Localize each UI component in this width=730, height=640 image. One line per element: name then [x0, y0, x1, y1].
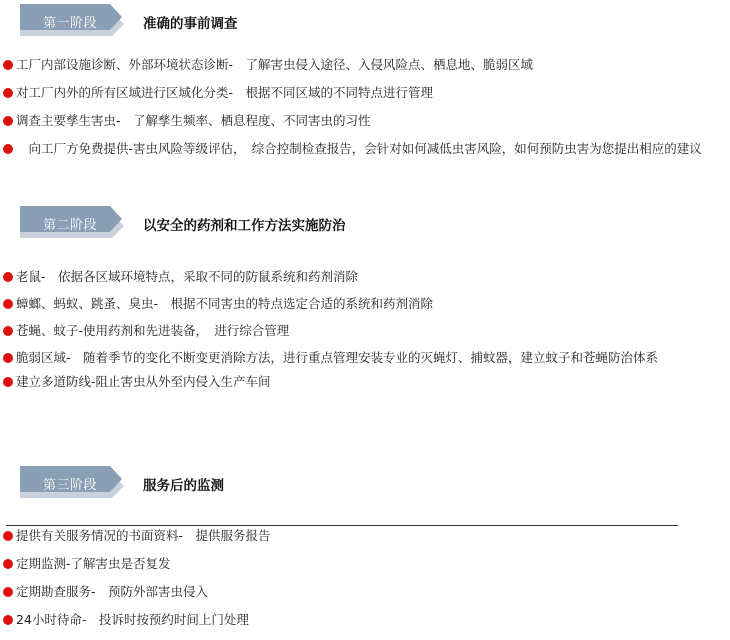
- bullet-icon: [3, 116, 13, 126]
- list-item-text: 24小时待命- 投诉时按预约时间上门处理: [16, 612, 249, 627]
- stage-3-header: [0, 466, 700, 500]
- stage-1-badge: [20, 4, 128, 38]
- stage-1-list: [0, 54, 700, 160]
- stage-1-header: [0, 4, 700, 38]
- list-item-text: 苍蝇、蚊子-使用药剂和先进装备， 进行综合管理: [16, 323, 290, 338]
- list-item-text: 老鼠- 依据各区域环境特点，采取不同的防鼠系统和药剂消除: [16, 269, 359, 284]
- list-item-text: 向工厂方免费提供-害虫风险等级评估， 综合控制检查报告，会针对如何减低虫害风险，如何预防虫害为您提出相应的建议: [16, 141, 702, 156]
- list-item-text: 调查主要孳生害虫- 了解孳生频率、栖息程度、不同害虫的习性: [16, 113, 371, 128]
- list-item-text: 工厂内部设施诊断、外部环境状态诊断- 了解害虫侵入途径、入侵风险点、栖息地、脆弱区域: [16, 57, 534, 72]
- stage-3-title: 服务后的监测: [143, 478, 224, 494]
- stage-1-badge-label: 第一阶段: [42, 16, 97, 31]
- list-item: [0, 110, 712, 132]
- bullet-icon: [3, 587, 13, 597]
- bullet-icon: [3, 326, 13, 336]
- stage-1-title: 准确的事前调查: [143, 16, 238, 32]
- bullet-icon: [3, 377, 13, 387]
- bullet-icon: [3, 299, 13, 309]
- stage-3: [0, 466, 700, 631]
- stage-2-list: [0, 266, 700, 393]
- list-item: [0, 581, 712, 603]
- list-item-text: 脆弱区域- 随着季节的变化不断变更消除方法，进行重点管理安装专业的灭蝇灯、捕蚊器，建立蚊子和苍蝇防治体系: [16, 350, 659, 365]
- bullet-icon: [3, 531, 13, 541]
- list-item: [0, 609, 712, 631]
- stage-2-badge: [20, 206, 128, 240]
- list-item: [0, 553, 712, 575]
- stage-2-title: 以安全的药剂和工作方法实施防治: [143, 218, 346, 234]
- bullet-icon: [3, 88, 13, 98]
- list-item: [0, 371, 712, 393]
- list-item-text: 建立多道防线-阻止害虫从外至内侵入生产车间: [16, 374, 271, 389]
- stage-3-list: [0, 525, 700, 631]
- list-item: [0, 138, 712, 160]
- list-item-text: 对工厂内外的所有区域进行区域化分类- 根据不同区域的不同特点进行管理: [16, 85, 434, 100]
- bullet-icon: [3, 144, 13, 154]
- list-item-text: 蟑螂、蚂蚁、跳蚤、臭虫- 根据不同害虫的特点选定合适的系统和药剂消除: [16, 296, 434, 311]
- bullet-icon: [3, 353, 13, 363]
- stage-3-badge-label: 第三阶段: [42, 478, 97, 493]
- bullet-icon: [3, 559, 13, 569]
- list-item: [0, 525, 712, 547]
- list-item: [0, 320, 712, 342]
- bullet-icon: [3, 272, 13, 282]
- list-item-text: 定期勘查服务- 预防外部害虫侵入: [16, 584, 209, 599]
- stage-3-badge: [20, 466, 128, 500]
- list-item-text: 定期监测-了解害虫是否复发: [16, 556, 171, 571]
- list-item: [0, 266, 712, 288]
- stage-2-badge-label: 第二阶段: [42, 218, 97, 233]
- bullet-icon: [3, 60, 13, 70]
- divider-line: [6, 525, 678, 526]
- list-item: [0, 293, 712, 315]
- bullet-icon: [3, 615, 13, 625]
- list-item: [0, 82, 712, 104]
- stage-2: [0, 206, 700, 393]
- stage-2-header: [0, 206, 700, 240]
- stage-1: [0, 4, 700, 160]
- list-item: [0, 347, 712, 369]
- list-item-text: 提供有关服务情况的书面资料- 提供服务报告: [16, 528, 271, 543]
- list-item: [0, 54, 712, 76]
